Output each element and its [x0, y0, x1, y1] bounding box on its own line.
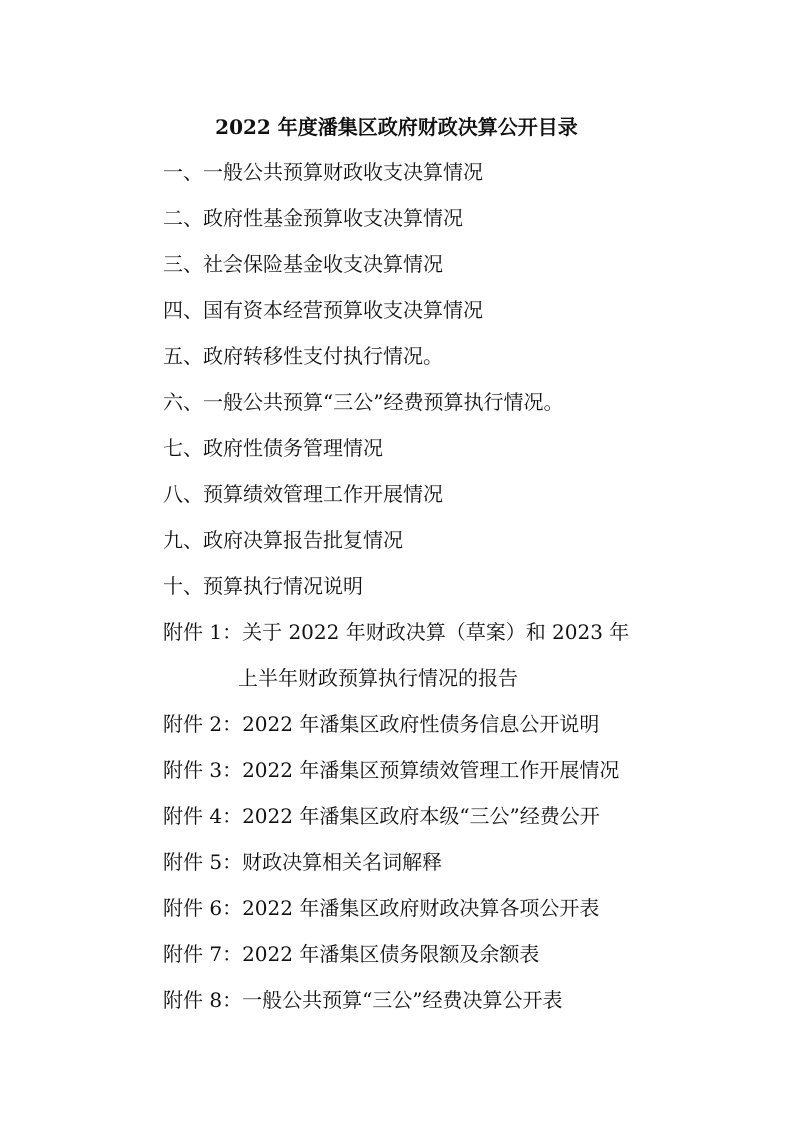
toc-item-7[interactable]: 七、政府性债务管理情况 [163, 436, 383, 460]
attachment-item-3[interactable]: 附件 3：2022 年潘集区预算绩效管理工作开展情况 [163, 758, 620, 782]
attachment-item-8[interactable]: 附件 8：一般公共预算“三公”经费决算公开表 [163, 988, 563, 1012]
toc-item-2[interactable]: 二、政府性基金预算收支决算情况 [163, 206, 463, 230]
toc-item-9[interactable]: 九、政府决算报告批复情况 [163, 528, 403, 552]
toc-item-3[interactable]: 三、社会保险基金收支决算情况 [163, 252, 443, 276]
attachment-1-line2: 上半年财政预算执行情况的报告 [238, 666, 518, 690]
document-title: 2022 年度潘集区政府财政决算公开目录 [215, 115, 578, 139]
attachment-item-6[interactable]: 附件 6：2022 年潘集区政府财政决算各项公开表 [163, 896, 600, 920]
attachment-item-1[interactable] [163, 618, 683, 710]
toc-item-5[interactable]: 五、政府转移性支付执行情况。 [163, 344, 443, 368]
table-of-contents [163, 158, 683, 1032]
toc-item-10[interactable]: 十、预算执行情况说明 [163, 574, 363, 598]
attachment-item-5[interactable]: 附件 5：财政决算相关名词解释 [163, 850, 443, 874]
toc-item-6[interactable]: 六、一般公共预算“三公”经费预算执行情况。 [163, 390, 564, 414]
toc-item-8[interactable]: 八、预算绩效管理工作开展情况 [163, 482, 443, 506]
toc-item-1[interactable]: 一、一般公共预算财政收支决算情况 [163, 160, 483, 184]
attachment-item-7[interactable]: 附件 7：2022 年潘集区债务限额及余额表 [163, 942, 540, 966]
attachment-1-line1: 附件 1：关于 2022 年财政决算（草案）和 2023 年 [163, 620, 630, 644]
attachment-item-4[interactable]: 附件 4：2022 年潘集区政府本级“三公”经费公开 [163, 804, 600, 828]
toc-item-4[interactable]: 四、国有资本经营预算收支决算情况 [163, 298, 483, 322]
attachment-item-2[interactable]: 附件 2：2022 年潘集区政府性债务信息公开说明 [163, 712, 600, 736]
